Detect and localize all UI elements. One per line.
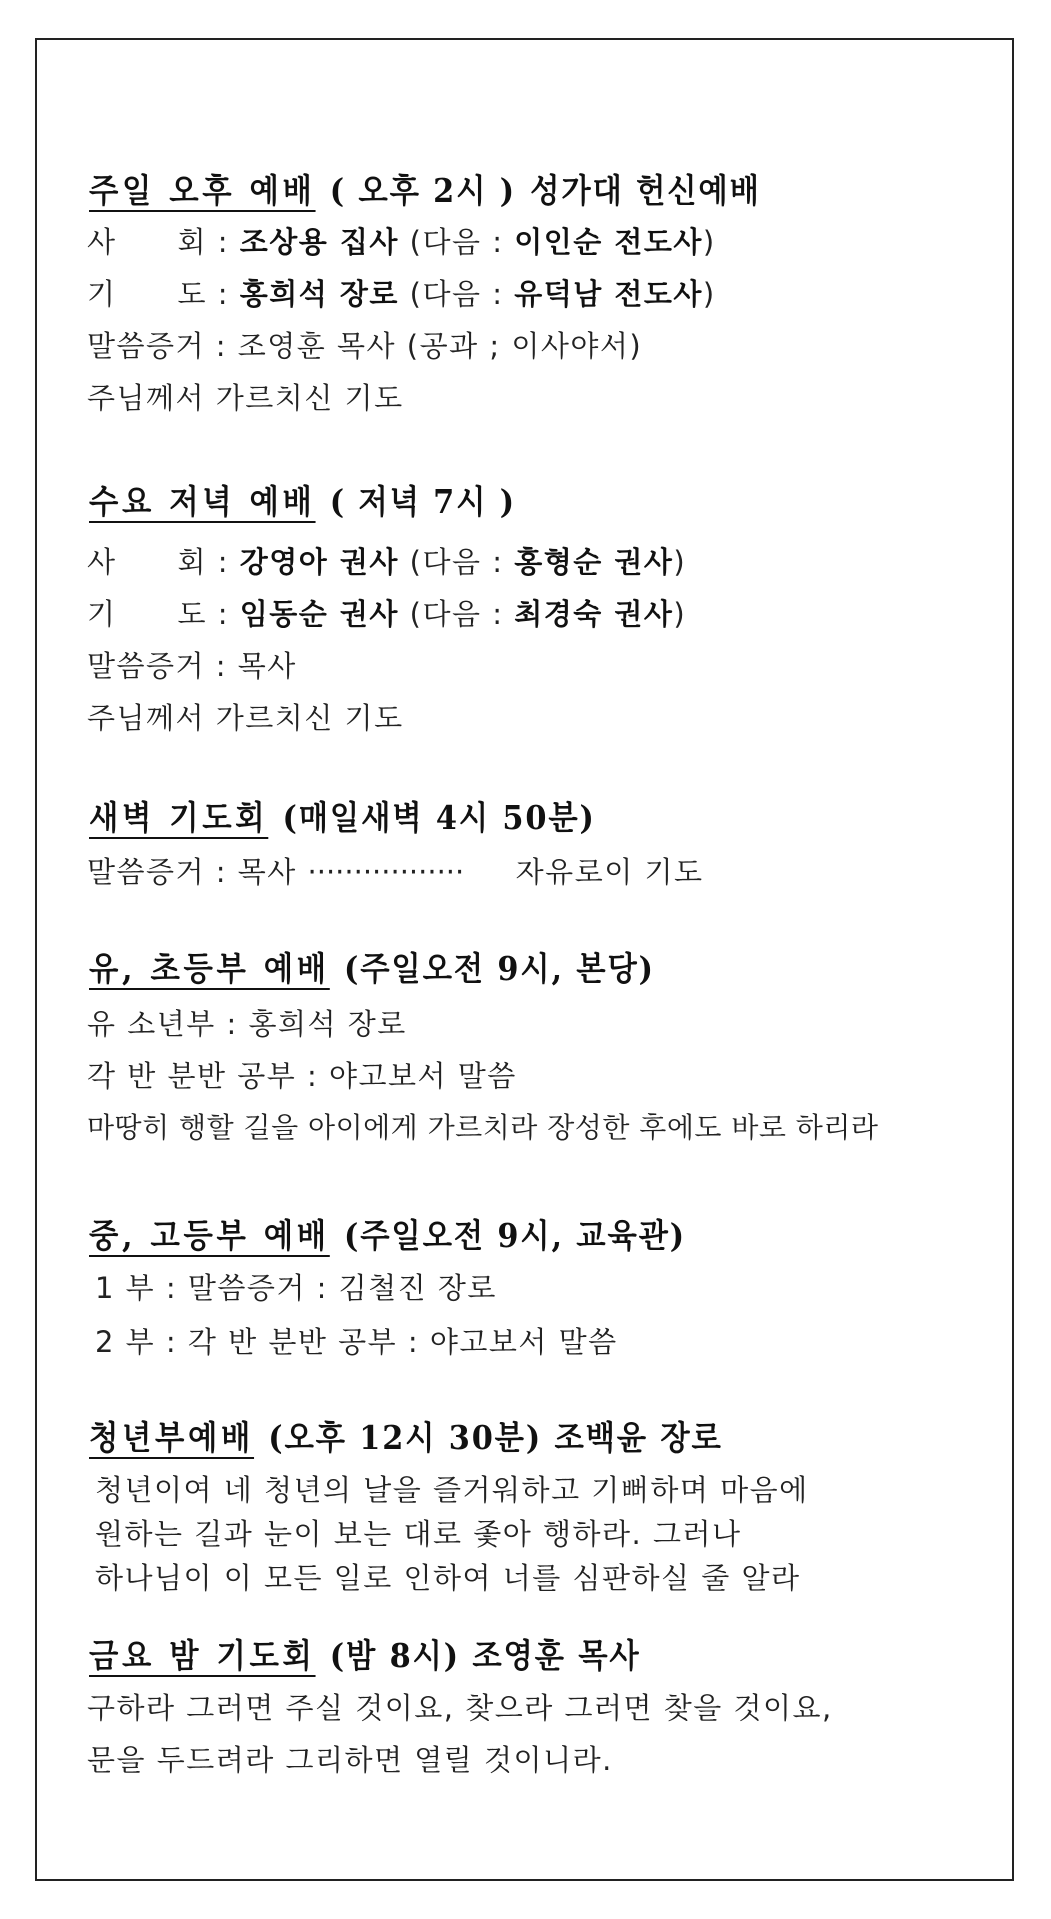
free-prayer: 자유로이 기도: [515, 855, 704, 889]
children-line-1: 유 소년부 : 홍희석 장로: [87, 1007, 407, 1041]
dotted-leader: ·················: [307, 855, 465, 889]
heading-time: ( 오후 2시 ): [329, 171, 516, 210]
close-paren: ): [702, 225, 716, 259]
person-name: 강영아 권사: [239, 545, 399, 579]
role-label: 사 회 :: [87, 545, 240, 579]
heading-time: (매일새벽 4시 50분): [282, 798, 596, 837]
youth-line-2: 2 부 : 각 반 분반 공부 : 야고보서 말씀: [95, 1325, 618, 1359]
young-adult-verse-1: 청년이여 네 청년의 날을 즐거워하고 기뻐하며 마음에: [95, 1473, 809, 1507]
heading-time: ( 저녁 7시 ): [329, 482, 516, 521]
close-paren: ): [673, 545, 687, 579]
heading-dawn: [89, 792, 596, 839]
heading-young-adult: [89, 1412, 723, 1459]
next-person: 홍형순 권사: [514, 545, 674, 579]
role-label: 기 도 :: [87, 277, 240, 311]
heading-wednesday: [89, 476, 516, 523]
heading-title: 청년부예배: [89, 1418, 255, 1457]
person-name: 조상용 집사: [239, 225, 399, 259]
children-line-2: 각 반 분반 공부 : 야고보서 말씀: [87, 1059, 517, 1093]
heading-title: 새벽 기도회: [89, 798, 269, 837]
sunday-prayer-line: [87, 272, 716, 313]
heading-children: [89, 943, 655, 990]
heading-time: (주일오전 9시, 교육관): [344, 1216, 687, 1255]
heading-title: 주일 오후 예배: [89, 171, 316, 210]
heading-title: 수요 저녁 예배: [89, 482, 316, 521]
sunday-leader-line: [87, 220, 716, 261]
wednesday-lords-prayer: 주님께서 가르치신 기도: [87, 701, 404, 735]
next-label: (다음 :: [398, 277, 515, 311]
wednesday-sermon-line: 말씀증거 : 목사: [87, 649, 297, 683]
youth-line-1: 1 부 : 말씀증거 : 김철진 장로: [95, 1271, 497, 1305]
next-label: (다음 :: [398, 225, 515, 259]
close-paren: ): [702, 277, 716, 311]
sermon-label: 말씀증거 : 목사: [87, 855, 297, 889]
heading-time: (밤 8시) 조영훈 목사: [329, 1636, 641, 1675]
next-label: (다음 :: [398, 545, 515, 579]
children-verse: 마땅히 행할 길을 아이에게 가르치라 장성한 후에도 바로 하리라: [87, 1111, 879, 1144]
heading-title: 유, 초등부 예배: [89, 949, 330, 988]
heading-friday: [89, 1630, 641, 1677]
young-adult-verse-3: 하나님이 이 모든 일로 인하여 너를 심판하실 줄 알라: [95, 1561, 801, 1595]
role-label: 기 도 :: [87, 597, 240, 631]
heading-time: (오후 12시 30분) 조백윤 장로: [268, 1418, 723, 1457]
young-adult-verse-2: 원하는 길과 눈이 보는 대로 좇아 행하라. 그러나: [95, 1517, 742, 1551]
wednesday-leader-line: [87, 540, 686, 581]
sunday-sermon-line: 말씀증거 : 조영훈 목사 (공과 ; 이사야서): [87, 329, 643, 363]
person-name: 홍희석 장로: [239, 277, 399, 311]
heading-sunday-pm: [89, 165, 761, 212]
heading-time: (주일오전 9시, 본당): [344, 949, 655, 988]
heading-youth: [89, 1210, 686, 1257]
bulletin-frame: [35, 38, 1014, 1881]
next-person: 최경숙 권사: [514, 597, 674, 631]
person-name: 임동순 권사: [239, 597, 399, 631]
heading-extra: 성가대 헌신예배: [530, 171, 761, 210]
friday-verse-1: 구하라 그러면 주실 것이요, 찾으라 그러면 찾을 것이요,: [87, 1691, 833, 1725]
friday-verse-2: 문을 두드려라 그리하면 열릴 것이니라.: [87, 1743, 613, 1777]
heading-title: 금요 밤 기도회: [89, 1636, 316, 1675]
next-person: 이인순 전도사: [514, 225, 703, 259]
wednesday-prayer-line: [87, 592, 686, 633]
sunday-lords-prayer: 주님께서 가르치신 기도: [87, 381, 404, 415]
close-paren: ): [673, 597, 687, 631]
role-label: 사 회 :: [87, 225, 240, 259]
next-person: 유덕남 전도사: [514, 277, 703, 311]
heading-title: 중, 고등부 예배: [89, 1216, 330, 1255]
dawn-sermon-line: [87, 850, 703, 891]
next-label: (다음 :: [398, 597, 515, 631]
